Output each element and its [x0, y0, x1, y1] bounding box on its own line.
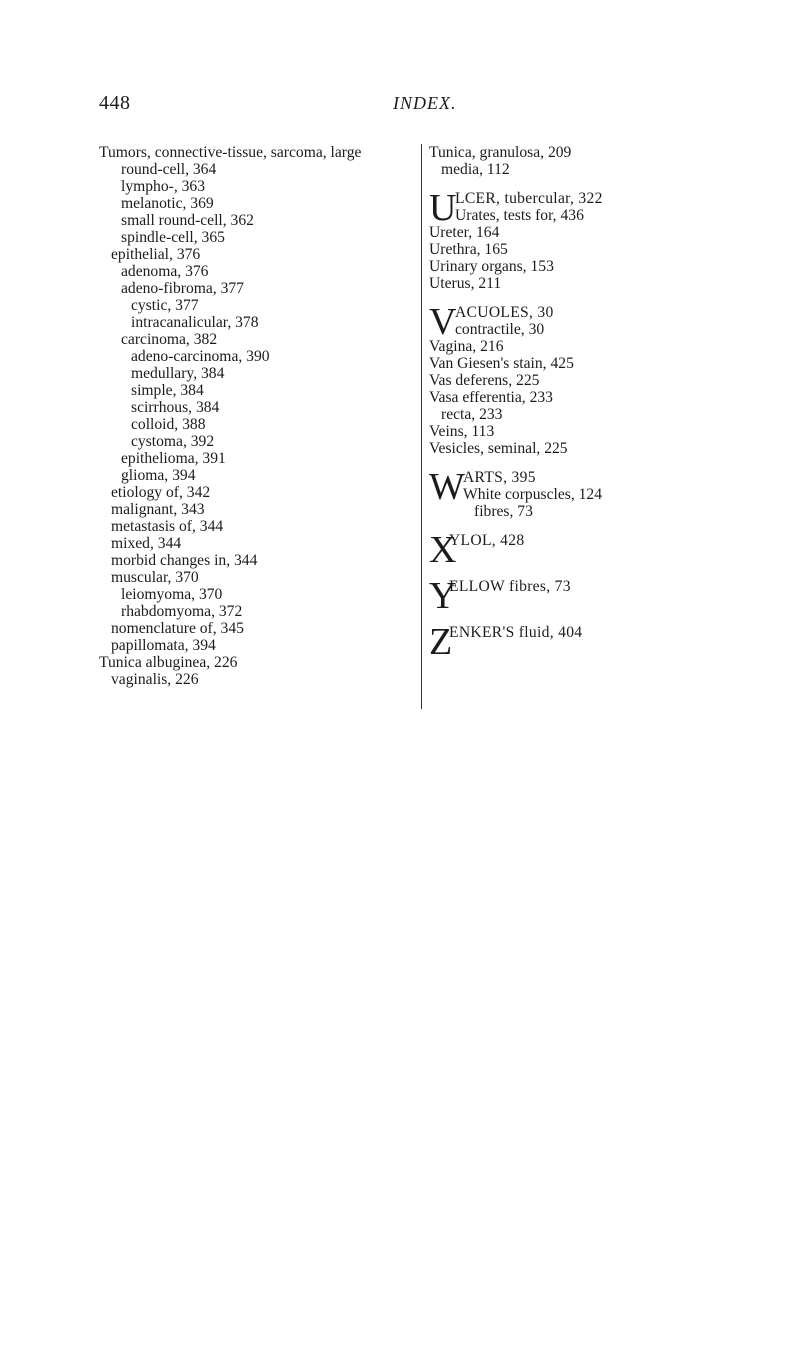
drop-cap-u: U — [429, 187, 457, 229]
index-entry: Tunica albuginea, 226 — [99, 654, 238, 671]
index-entry: papillomata, 394 — [111, 637, 216, 654]
index-entry: Urates, tests for, 436 — [455, 207, 584, 224]
index-entry: media, 112 — [441, 161, 510, 178]
index-entry: Vas deferens, 225 — [429, 372, 540, 389]
drop-cap-z: Z — [429, 621, 453, 663]
index-entry: round-cell, 364 — [121, 161, 217, 178]
index-entry: adeno-fibroma, 377 — [121, 280, 244, 297]
index-entry: muscular, 370 — [111, 569, 199, 586]
index-entry: small round-cell, 362 — [121, 212, 254, 229]
index-entry: leiomyoma, 370 — [121, 586, 223, 603]
index-entry: malignant, 343 — [111, 501, 205, 518]
section-x — [429, 529, 729, 571]
index-entry: Vesicles, seminal, 225 — [429, 440, 568, 457]
index-entry: vaginalis, 226 — [111, 671, 199, 688]
index-entry: cystoma, 392 — [131, 433, 215, 450]
page-header — [0, 92, 800, 120]
index-entry: simple, 384 — [131, 382, 204, 399]
index-entry: carcinoma, 382 — [121, 331, 218, 348]
index-entry: Vagina, 216 — [429, 338, 504, 355]
drop-cap-v: V — [429, 301, 457, 343]
index-entry: Uterus, 211 — [429, 275, 502, 292]
index-entry: YLOL, 428 — [449, 532, 525, 549]
index-entry: epithelioma, 391 — [121, 450, 226, 467]
drop-cap-x: X — [429, 529, 457, 571]
index-entry: scirrhous, 384 — [131, 399, 220, 416]
index-entry: Tumors, connective-tissue, sarcoma, large — [99, 144, 362, 161]
index-entry: colloid, 388 — [131, 416, 206, 433]
index-entry: Vasa efferentia, 233 — [429, 389, 553, 406]
index-entry: glioma, 394 — [121, 467, 196, 484]
section-u — [429, 187, 729, 292]
index-entry: Urethra, 165 — [429, 241, 508, 258]
index-entry: spindle-cell, 365 — [121, 229, 225, 246]
index-entry: Tunica, granulosa, 209 — [429, 144, 572, 161]
index-entry: lympho-, 363 — [121, 178, 206, 195]
index-entry: Veins, 113 — [429, 423, 495, 440]
index-entry: adeno-carcinoma, 390 — [131, 348, 270, 365]
index-entry: ELLOW fibres, 73 — [449, 578, 571, 595]
index-entry: nomenclature of, 345 — [111, 620, 244, 637]
section-w-lead — [429, 466, 729, 508]
index-entry: contractile, 30 — [455, 321, 545, 338]
index-entry: adenoma, 376 — [121, 263, 209, 280]
index-entry: etiology of, 342 — [111, 484, 211, 501]
section-v-lead — [429, 301, 729, 343]
index-right-column — [429, 144, 729, 663]
running-title: INDEX. — [393, 93, 457, 113]
drop-cap-w: W — [429, 466, 465, 508]
index-entry: ENKER'S fluid, 404 — [449, 624, 583, 641]
drop-cap-y: Y — [429, 575, 457, 617]
index-entry: metastasis of, 344 — [111, 518, 224, 535]
index-entry: mixed, 344 — [111, 535, 182, 552]
section-v — [429, 301, 729, 457]
index-entry: rhabdomyoma, 372 — [121, 603, 243, 620]
index-left-column — [99, 144, 419, 688]
index-entry: intracanalicular, 378 — [131, 314, 259, 331]
index-entry: morbid changes in, 344 — [111, 552, 258, 569]
index-entry: melanotic, 369 — [121, 195, 214, 212]
index-entry: ACUOLES, 30 — [455, 304, 554, 321]
index-entry: epithelial, 376 — [111, 246, 201, 263]
page-number: 448 — [99, 92, 131, 114]
index-entry: fibres, 73 — [474, 503, 533, 520]
index-entry: Urinary organs, 153 — [429, 258, 554, 275]
index-entry: recta, 233 — [441, 406, 503, 423]
section-u-lead — [429, 187, 729, 229]
index-entry: ARTS, 395 — [463, 469, 536, 486]
index-entry: medullary, 384 — [131, 365, 225, 382]
section-y-lead — [429, 575, 729, 617]
section-z — [429, 621, 729, 663]
index-entry: LCER, tubercular, 322 — [455, 190, 603, 207]
section-y — [429, 575, 729, 617]
column-divider — [421, 144, 422, 709]
index-entry: Van Giesen's stain, 425 — [429, 355, 574, 372]
index-entry: White corpuscles, 124 — [463, 486, 603, 503]
section-z-lead — [429, 621, 729, 663]
section-x-lead — [429, 529, 729, 571]
section-w — [429, 466, 729, 520]
index-entry: cystic, 377 — [131, 297, 199, 314]
index-entry: Ureter, 164 — [429, 224, 500, 241]
